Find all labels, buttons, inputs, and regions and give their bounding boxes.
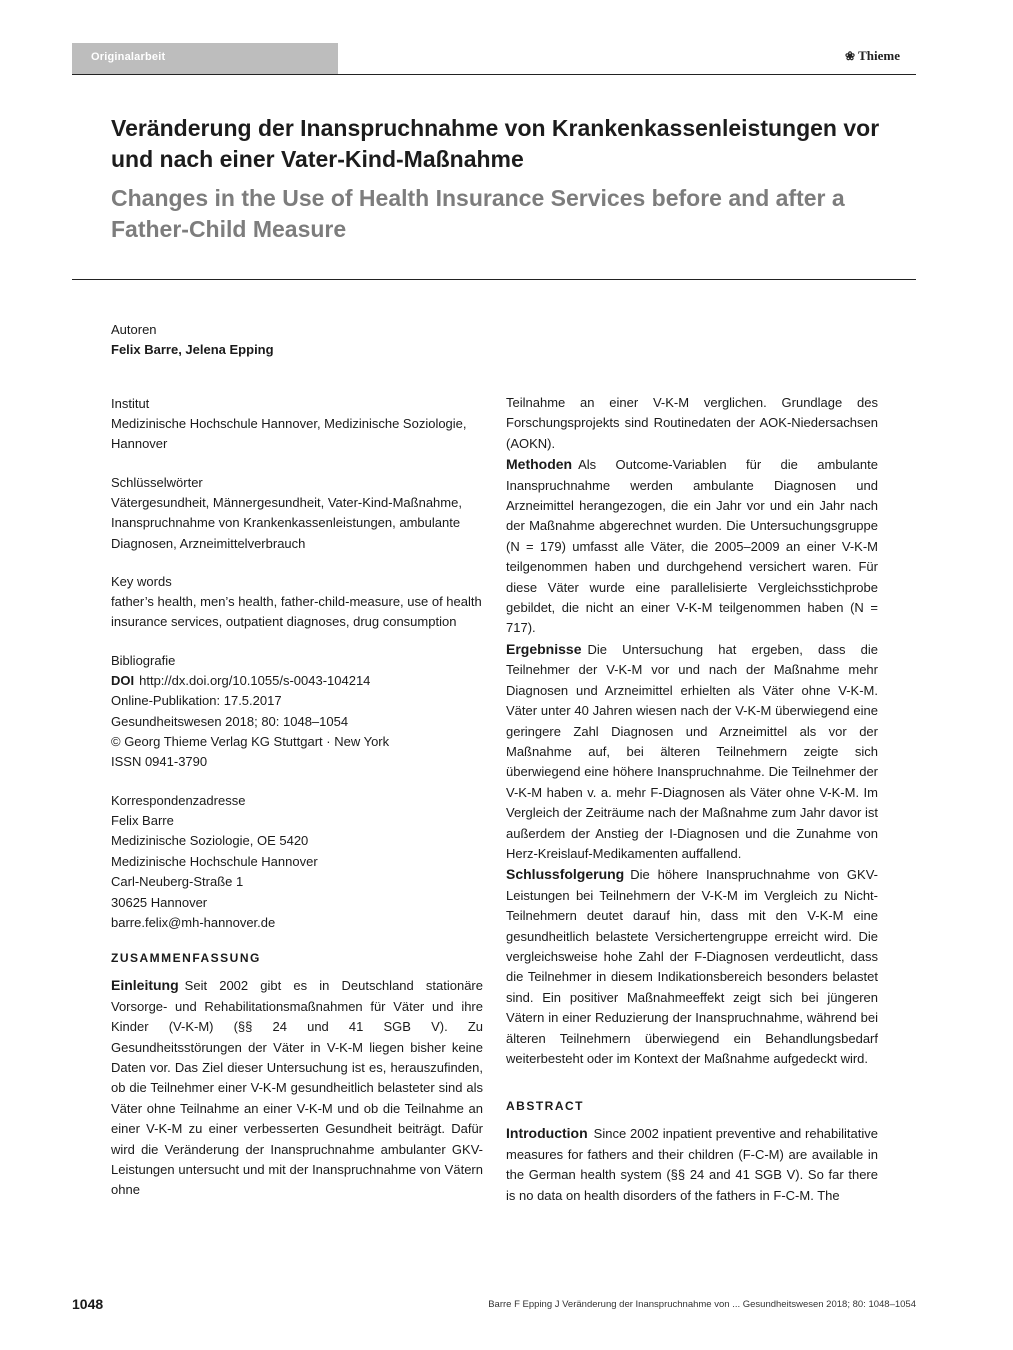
correspondence-email[interactable]: barre.felix@mh-hannover.de (111, 914, 276, 930)
doi-link[interactable]: http://dx.doi.org/10.1055/s-0043-104214 (139, 672, 371, 688)
footer-citation: Barre F Epping J Veränderung der Inanspruchnahme von ... Gesundheitswesen 2018; 80: 1048–1054 (488, 1299, 916, 1310)
keywords-de-label: Schlüsselwörter (111, 474, 203, 490)
summary-heading: ZUSAMMENFASSUNG (111, 951, 261, 966)
introduction-label: Introduction (506, 1125, 588, 1142)
doi-line (111, 671, 483, 691)
correspondence-label: Korrespondenzadresse (111, 792, 246, 808)
authors-names: Felix Barre, Jelena Epping (111, 342, 274, 357)
schluss-text: Die höhere Inanspruchnahme von GKV-Leistungen bei Teilnehmern der V-K-M im Vergleich zu Nicht-Teilnehmern deutet darauf hin, dass mit den V-K-M eine gesundheitlich belastete Versichertengruppe erreicht wird. Die vergleichsweise hohe Zahl der F-Diagnosen verdeutlicht, dass die Teilnehmer in diesem Indikationsbereich besonders belastet sind. Ein positiver Maßnahmeeffekt zeigt sich bei jüngeren Vätern in einer Reduzierung der Inanspruchnahme, während bei älteren Teilnehmern überwiegend ein Behandlungsbedarf weiterbesteht oder im Kontext der Maßnahme aufgedeckt wird. (506, 867, 878, 1066)
doi-label: DOI (111, 672, 135, 688)
correspondence-line: Carl-Neuberg-Straße 1 (111, 874, 244, 890)
online-publication: Online-Publikation: 17.5.2017 (111, 693, 282, 709)
authors-label: Autoren (111, 322, 157, 337)
publisher-name: Thieme (858, 48, 900, 63)
summary-einleitung (111, 975, 483, 1200)
category-band (72, 43, 338, 74)
institute-text: Medizinische Hochschule Hannover, Medizinische Soziologie, Hannover (111, 416, 467, 452)
bibliography-label: Bibliografie (111, 652, 176, 668)
correspondence-line: 30625 Hannover (111, 894, 208, 910)
institute-label: Institut (111, 396, 150, 411)
copyright: © Georg Thieme Verlag KG Stuttgart · New York (111, 734, 390, 750)
page-number: 1048 (72, 1296, 104, 1312)
left-column (111, 320, 483, 1201)
keywords-en-text: father’s health, men’s health, father-child-measure, use of health insurance services, outpatient diagnoses, drug consumption (111, 594, 482, 630)
summary-schlussfolgerung (506, 864, 878, 1069)
right-column (506, 393, 878, 1206)
category-label: Originalarbeit (91, 51, 166, 63)
summary-ergebnisse (506, 639, 878, 864)
bibliography-block (111, 651, 483, 773)
issn: ISSN 0941-3790 (111, 754, 208, 770)
ergebnisse-label: Ergebnisse (506, 640, 582, 657)
einleitung-continued: Teilnahme an einer V-K-M verglichen. Grundlage des Forschungsprojekts sind Routinedaten der AOK-Niedersachsen (AOKN). (506, 395, 878, 451)
institute-block (111, 394, 483, 455)
keywords-de-block (111, 473, 483, 554)
thieme-logo-icon: ❀ (845, 49, 856, 63)
schluss-label: Schlussfolgerung (506, 866, 625, 883)
title-rule (72, 279, 916, 280)
publisher-logo (845, 48, 900, 64)
methoden-text: Als Outcome-Variablen für die ambulante Inanspruchnahme werden ambulante Diagnosen und Arzneimittel herangezogen, die ein Jahr vor und ein Jahr nach der Maßnahme abgerechnet wurden. Die Untersuchungsgruppe (N = 179) umfasst alle Väter, die 2005–2009 an einer V-K-M teilgenommen haben und durchgehend versichert waren. Für diese Väter wurde eine parallelisierte Vergleichsstichprobe gebildet, die nicht an einer V-K-M teilgenommen haben (N = 717). (506, 457, 878, 636)
keywords-de-text: Vätergesundheit, Männergesundheit, Vater-Kind-Maßnahme, Inanspruchnahme von Krankenkassenleistungen, ambulante Diagnosen, Arzneimittelverbrauch (111, 494, 462, 551)
keywords-en-block (111, 572, 483, 633)
correspondence-line: Medizinische Soziologie, OE 5420 (111, 833, 309, 849)
ergebnisse-text: Die Untersuchung hat ergeben, dass die Teilnehmer der V-K-M vor und nach der Maßnahme mehr Diagnosen und Arzneimittel erhielten als Väter ohne V-K-M. Väter unter 40 Jahren wiesen nach der V-K-M überwiegend eine geringere Zahl Diagnosen und Arzneimittel als vor der Maßnahme auf, bei älteren Teilnehmern zeigte sich überwiegend eine höhere Inanspruchnahme. Die Teilnehmer der V-K-M haben v. a. mehr F-Diagnosen als Väter ohne V-K-M. Im Vergleich der Zeiträume nach der Maßnahme zum Jahr davor ist außerdem der Anstieg der I-Diagnosen und die Zunahme von Herz-Kreislauf-Medikamenten auffallend. (506, 641, 878, 861)
journal-citation: Gesundheitswesen 2018; 80: 1048–1054 (111, 713, 349, 729)
correspondence-line: Medizinische Hochschule Hannover (111, 853, 318, 869)
authors-block (111, 320, 483, 360)
correspondence-block (111, 791, 483, 933)
einleitung-label: Einleitung (111, 977, 179, 994)
abstract-heading: ABSTRACT (506, 1099, 584, 1114)
keywords-en-label: Key words (111, 574, 172, 590)
summary-methoden (506, 454, 878, 639)
abstract-introduction (506, 1123, 878, 1206)
header-rule (72, 74, 916, 75)
einleitung-text: Seit 2002 gibt es in Deutschland stationäre Vorsorge- und Rehabilitationsmaßnahmen für Väter und ihre Kinder (V-K-M) (§§ 24 und 41 SGB V). Zu Gesundheitsstörungen der Väter in V-K-M liegen bisher keine Daten vor. Das Ziel dieser Untersuchung ist es, herauszufinden, ob die Teilnehmer einer V-K-M gesundheitlich belasteter sind als Väter ohne Teilnahme an einer V-K-M und ob die Teilnahme an einer V-K-M zu einer verbesserten Gesundheit beiträgt. Dafür wird die Veränderung der Inanspruchnahme ambulanter GKV-Leistungen untersucht und mit der Inanspruchnahme von Vätern ohne (111, 978, 483, 1198)
introduction-text: Since 2002 inpatient preventive and rehabilitative measures for fathers and their children (F-C-M) are available in the German health system (§§ 24 and 41 SGB V). So far there is no data on health disorders of the fathers in F-C-M. The (506, 1126, 878, 1203)
methoden-label: Methoden (506, 456, 573, 473)
correspondence-line: Felix Barre (111, 812, 174, 828)
title-german: Veränderung der Inanspruchnahme von Krankenkassenleistungen vor und nach einer Vater-Kind-Maßnahme (111, 115, 880, 172)
title-english: Changes in the Use of Health Insurance Services before and after a Father-Child Measure (111, 185, 845, 242)
